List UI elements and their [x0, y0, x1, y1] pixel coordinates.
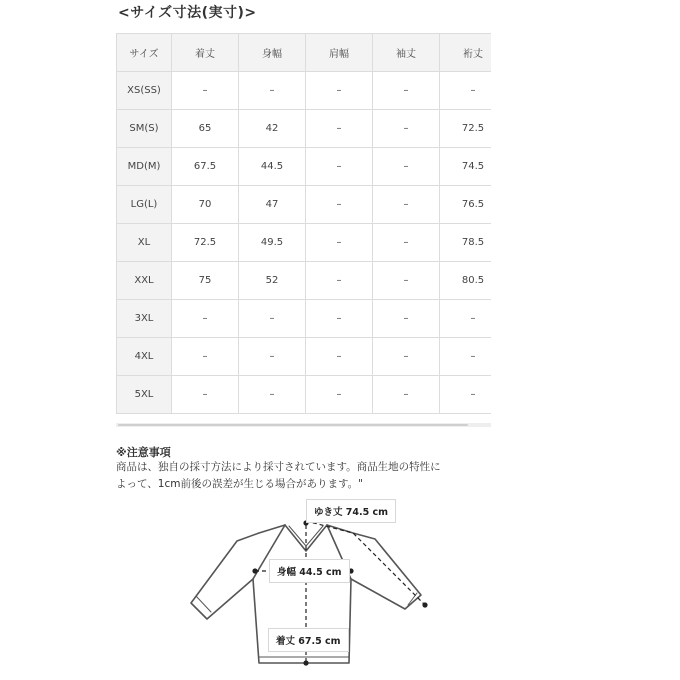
- measurement-cell: 65: [172, 110, 239, 148]
- measurement-cell: –: [373, 224, 440, 262]
- measurement-cell: –: [440, 300, 507, 338]
- measurement-cell: –: [373, 376, 440, 414]
- measurement-cell: –: [239, 300, 306, 338]
- table-row: [117, 262, 507, 300]
- measurement-cell: 47: [239, 186, 306, 224]
- size-cell: XXL: [117, 262, 172, 300]
- measurement-cell: –: [306, 376, 373, 414]
- measurement-cell: 72.5: [172, 224, 239, 262]
- measurement-cell: –: [373, 186, 440, 224]
- measurement-cell: –: [239, 338, 306, 376]
- table-row: [117, 224, 507, 262]
- column-header-shoulder-width: 肩幅: [306, 34, 373, 72]
- size-cell: SM(S): [117, 110, 172, 148]
- measurement-cell: 76.5: [440, 186, 507, 224]
- measurement-cell: –: [239, 72, 306, 110]
- measurement-cell: –: [373, 72, 440, 110]
- size-cell: MD(M): [117, 148, 172, 186]
- garment-measurement-diagram: [185, 495, 445, 679]
- size-chart-title: <サイズ寸法(実寸)>: [118, 5, 257, 21]
- measurement-cell: 80.5: [440, 262, 507, 300]
- size-cell: 4XL: [117, 338, 172, 376]
- measurement-cell: –: [373, 148, 440, 186]
- measurement-cell: 70: [172, 186, 239, 224]
- table-row: [117, 338, 507, 376]
- measurement-cell: –: [239, 376, 306, 414]
- measurement-cell: –: [373, 262, 440, 300]
- measurement-cell: 42: [239, 110, 306, 148]
- table-row: [117, 376, 507, 414]
- measurement-cell: 72.5: [440, 110, 507, 148]
- measurement-cell: 75: [172, 262, 239, 300]
- column-header-length: 着丈: [172, 34, 239, 72]
- table-row: [117, 300, 507, 338]
- scrollbar-thumb[interactable]: [118, 424, 468, 426]
- body-length-label: 着丈 67.5 cm: [268, 628, 349, 652]
- body-width-label: 身幅 44.5 cm: [269, 559, 350, 583]
- measurement-cell: –: [440, 376, 507, 414]
- table-row: [117, 186, 507, 224]
- measurement-cell: –: [306, 186, 373, 224]
- measurement-cell: –: [440, 338, 507, 376]
- size-cell: LG(L): [117, 186, 172, 224]
- measurement-cell: –: [306, 338, 373, 376]
- measurement-cell: 49.5: [239, 224, 306, 262]
- notes-text-line-1: 商品は、独自の採寸方法により採寸されています。商品生地の特性に: [116, 461, 441, 473]
- measurement-cell: –: [373, 338, 440, 376]
- column-header-sleeve-length: 袖丈: [373, 34, 440, 72]
- sleeve-length-label: ゆき丈 74.5 cm: [306, 499, 396, 523]
- table-header-row: [117, 34, 507, 72]
- measurement-cell: –: [306, 262, 373, 300]
- measurement-cell: –: [306, 224, 373, 262]
- table-scrollbar[interactable]: [116, 423, 491, 427]
- table-body: [117, 72, 507, 414]
- measurement-cell: –: [172, 338, 239, 376]
- measurement-cell: –: [306, 148, 373, 186]
- size-cell: XL: [117, 224, 172, 262]
- measurement-cell: 67.5: [172, 148, 239, 186]
- size-cell: XS(SS): [117, 72, 172, 110]
- measurement-cell: –: [306, 300, 373, 338]
- size-cell: 3XL: [117, 300, 172, 338]
- size-table: [116, 33, 507, 414]
- column-header-yuki-length: 裄丈: [440, 34, 507, 72]
- table-row: [117, 110, 507, 148]
- measurement-cell: –: [306, 110, 373, 148]
- measurement-cell: 74.5: [440, 148, 507, 186]
- measurement-cell: –: [373, 110, 440, 148]
- measurement-cell: 78.5: [440, 224, 507, 262]
- measurement-cell: –: [306, 72, 373, 110]
- measurement-cell: –: [172, 72, 239, 110]
- table-row: [117, 148, 507, 186]
- measurement-cell: –: [373, 300, 440, 338]
- column-header-size: サイズ: [117, 34, 172, 72]
- measurement-cell: –: [440, 72, 507, 110]
- table-row: [117, 72, 507, 110]
- size-cell: 5XL: [117, 376, 172, 414]
- measurement-cell: –: [172, 376, 239, 414]
- notes-heading: ※注意事項: [116, 446, 171, 459]
- measurement-cell: 52: [239, 262, 306, 300]
- measurement-cell: 44.5: [239, 148, 306, 186]
- column-header-body-width: 身幅: [239, 34, 306, 72]
- notes-text-line-2: よって、1cm前後の誤差が生じる場合があります。": [116, 478, 363, 490]
- measurement-cell: –: [172, 300, 239, 338]
